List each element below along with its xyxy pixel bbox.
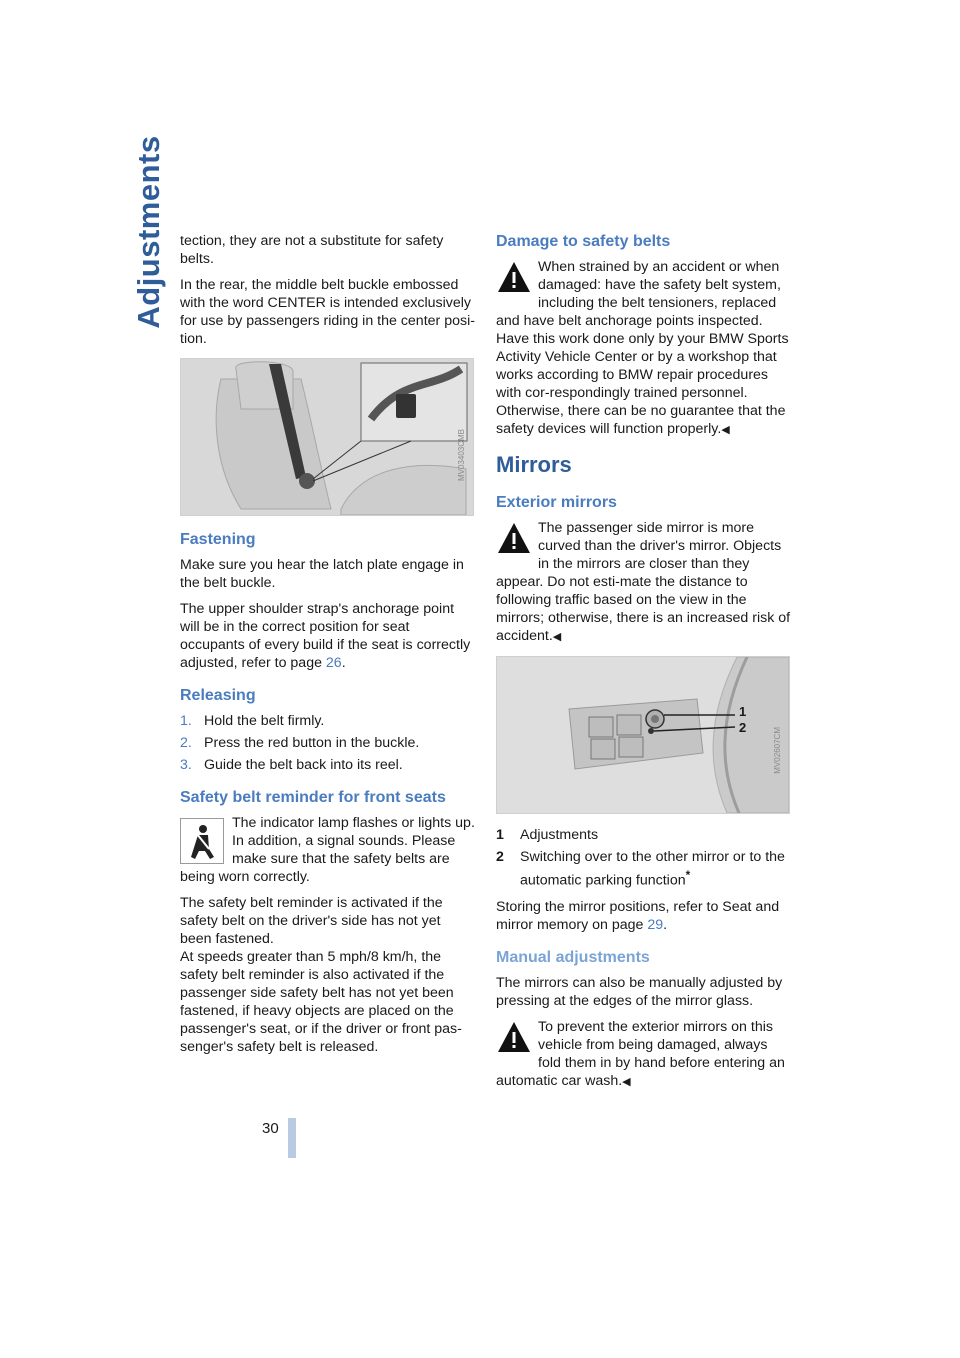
end-mark: ◀ <box>622 1075 631 1088</box>
list-item <box>180 712 476 730</box>
list-item <box>180 734 476 752</box>
page-number: 30 <box>262 1120 279 1137</box>
damage-heading: Damage to safety belts <box>496 233 671 250</box>
page-link-26[interactable]: 26 <box>325 655 342 671</box>
fastening-heading: Fastening <box>180 531 256 548</box>
figure-code: MV02607CM <box>773 727 782 774</box>
warning-triangle-icon <box>496 1020 532 1054</box>
callout-1: 1 <box>739 704 747 719</box>
fastening-end: . <box>341 655 346 671</box>
legend-number: 2 <box>496 849 504 865</box>
warning-triangle-icon <box>496 521 532 555</box>
legend-text: Adjustments <box>520 827 599 843</box>
legend-text: Switching over to the other mirror or to the automatic parking function <box>520 849 785 889</box>
reminder-paragraph-1: The indicator lamp flashes or lights up. In addition, a signal sounds. Please make sure that the safety belts are being worn correctly. <box>180 815 475 885</box>
warning-triangle-icon <box>496 260 532 294</box>
right-column <box>496 232 792 1091</box>
figure-code: MV03403CMB <box>457 429 466 482</box>
fastening-paragraph-1: Make sure you hear the latch plate engage in the belt buckle. <box>180 557 464 591</box>
legend-number: 1 <box>496 827 504 843</box>
reminder-paragraph-2b: At speeds greater than 5 mph/8 km/h, the safety belt reminder is also activated if the passenger side safety belt has not yet been fastened, if heavy objects are placed on the passenger's seat, or if the driver or front pas-senger's safety belt is released. <box>180 949 462 1055</box>
end-mark: ◀ <box>552 631 562 643</box>
intro-paragraph-2: In the rear, the middle belt buckle embossed with the word CENTER is intended exclusively for use by passengers riding in the center posi-tion. <box>180 277 475 347</box>
figure-legend <box>496 826 792 890</box>
step-text: Press the red button in the buckle. <box>204 735 420 751</box>
callout-2: 2 <box>739 720 747 735</box>
list-item <box>496 848 792 890</box>
damage-text: When strained by an accident or when damaged: have the safety belt system, including the belt tensioners, replaced and have belt anchorage points inspected. Have this work done only by your BMW Sports Activity Vehicle Center or by a workshop that works according to BMW repair procedures with cor-respondingly trained personnel. Otherwise, there can be no guarantee that the safety devices will function properly. <box>496 259 789 437</box>
page-link-29[interactable]: 29 <box>647 916 664 933</box>
seatbelt-reminder-icon <box>180 818 224 864</box>
step-text: Hold the belt firmly. <box>204 713 325 729</box>
exterior-warning <box>496 519 792 646</box>
seat-belt-illustration <box>181 359 473 515</box>
reminder-heading: Safety belt reminder for front seats <box>180 789 446 806</box>
section-title: Adjustments <box>131 135 166 329</box>
storing-paragraph <box>496 898 792 934</box>
step-text: Guide the belt back into its reel. <box>204 757 403 773</box>
storing-end: . <box>663 916 668 933</box>
manual-paragraph-2: To prevent the exterior mirrors on this vehicle from being damaged, always fold them in by hand before entering an automatic car wash. <box>496 1018 785 1089</box>
step-number: 3. <box>180 757 192 773</box>
step-number: 2. <box>180 735 192 751</box>
manual-paragraph-1: The mirrors can also be manually adjusted by pressing at the edges of the mirror glass. <box>496 974 783 1009</box>
mirrors-heading: Mirrors <box>496 452 572 477</box>
exterior-text: The passenger side mirror is more curved than the driver's mirror. Objects in the mirrors are closer than they appear. Do not esti-mate the distance to following traffic based on the view in the mirrors; otherwise, there is an increased risk of accident. <box>496 520 791 644</box>
fastening-paragraph-2 <box>180 600 476 672</box>
fastening-text: The upper shoulder strap's anchorage point will be in the correct position for seat occupants of every build if the seat is correctly adjusted, refer to page <box>180 601 471 671</box>
list-item <box>180 756 476 774</box>
end-mark: ◀ <box>721 424 730 436</box>
option-asterisk: * <box>685 868 691 882</box>
seat-belt-figure <box>180 358 474 516</box>
damage-warning <box>496 258 792 439</box>
storing-text: Storing the mirror positions, refer to Seat and mirror memory on page <box>496 898 780 933</box>
manual-adjustments-heading: Manual adjustments <box>496 948 650 966</box>
reminder-block <box>180 814 476 886</box>
releasing-heading: Releasing <box>180 687 256 704</box>
manual-warning <box>496 1018 792 1091</box>
reminder-paragraph-2a: The safety belt reminder is activated if the safety belt on the driver's side has not yet been fastened. <box>180 895 443 947</box>
exterior-mirrors-heading: Exterior mirrors <box>496 494 617 511</box>
step-number: 1. <box>180 713 192 729</box>
releasing-steps <box>180 712 476 774</box>
mirror-control-figure <box>496 656 790 814</box>
list-item <box>496 826 792 844</box>
left-column <box>180 232 476 1064</box>
intro-paragraph-1: tection, they are not a substitute for safety belts. <box>180 233 444 267</box>
page-bar <box>288 1118 296 1158</box>
